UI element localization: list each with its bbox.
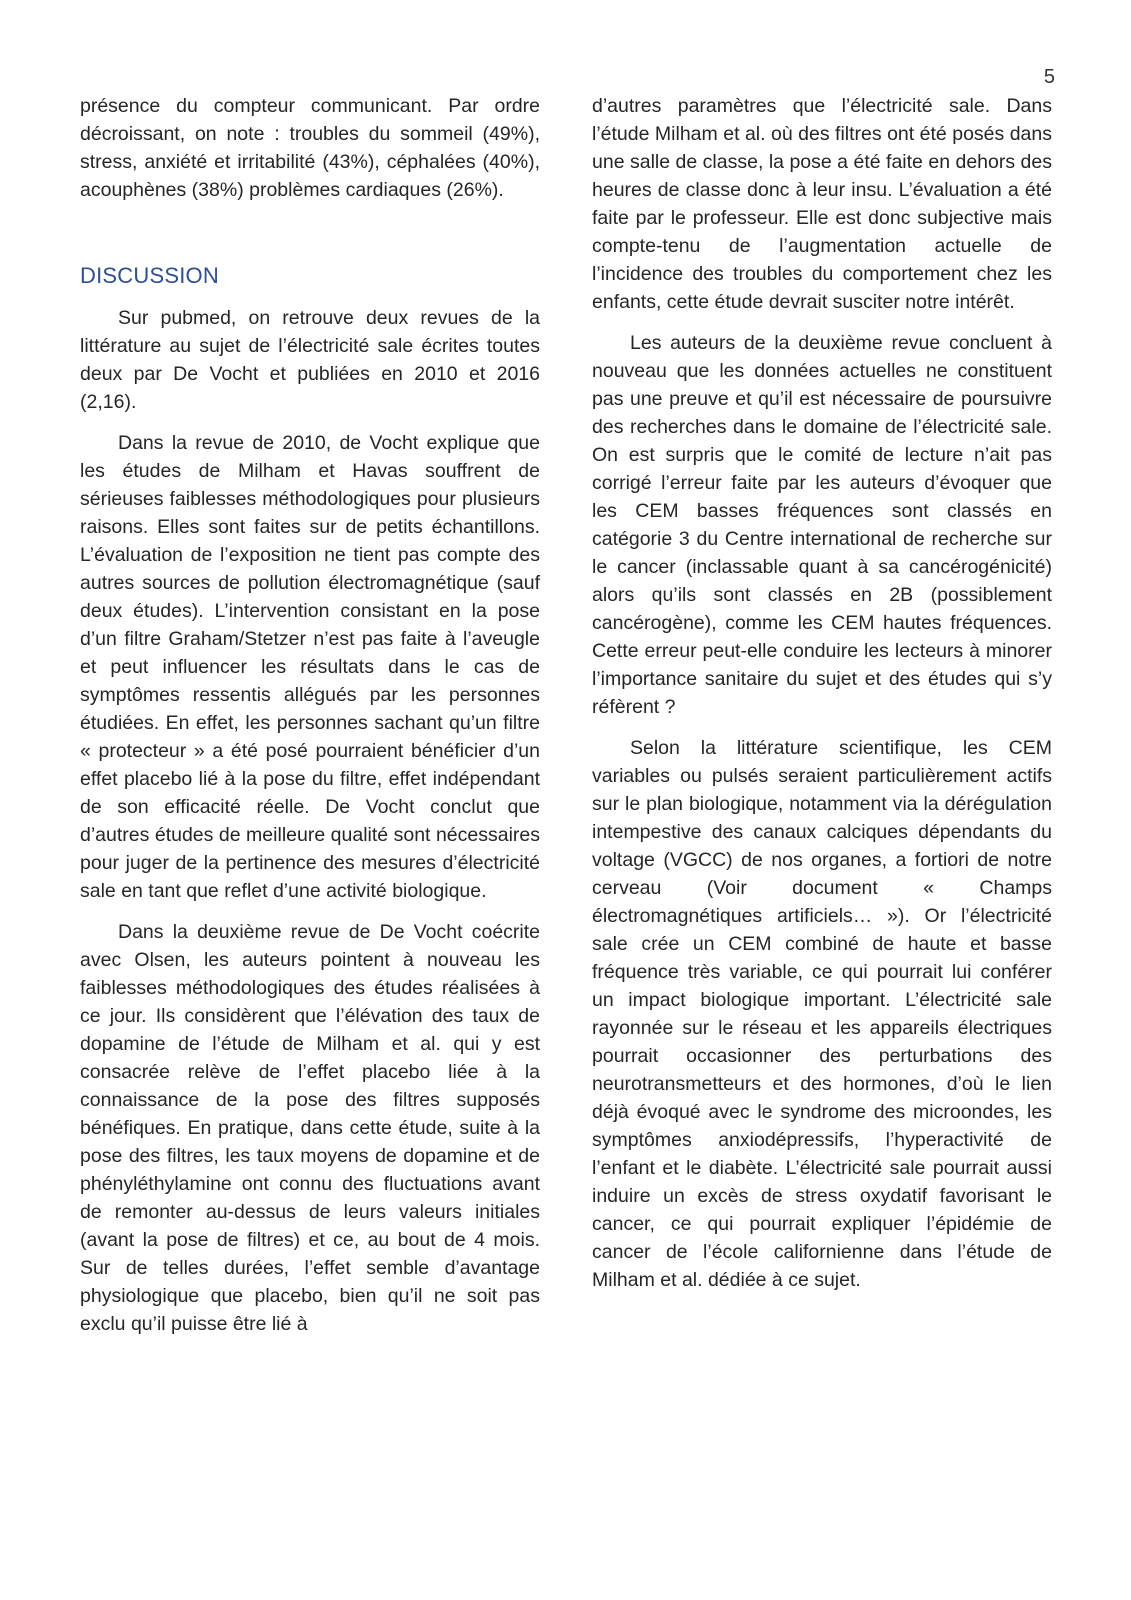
paragraph: Sur pubmed, on retrouve deux revues de la littérature au sujet de l’électricité sale écrites toutes deux par De Vocht et publiées en 2010 et 2016 (2,16). <box>80 307 540 413</box>
continued-paragraph: d’autres paramètres que l’électricité sale. Dans l’étude Milham et al. où des filtres ont été posés dans une salle de classe, la pose a été faite en dehors des heures de classe donc à leur insu. L’évaluation a été faite par le professeur. Elle est donc subjective mais compte-tenu de l’augmentation actuelle de l’incidence des troubles du comportement chez les enfants, cette étude devrait susciter notre intérêt. <box>592 95 1052 313</box>
page-number: 5 <box>1043 66 1055 88</box>
paragraph: Selon la littérature scientifique, les CEM variables ou pulsés seraient particulièrement actifs sur le plan biologique, notamment via la dérégulation intempestive des canaux calciques dépendants du voltage (VGCC) de nos organes, a fortiori de notre cerveau (Voir document « Champs électromagnétiques artificiels… »). Or l’électricité sale crée un CEM combiné de haute et basse fréquence très variable, ce qui pourrait lui conférer un impact biologique important. L’électricité sale rayonnée sur le réseau et les appareils électriques pourrait occasionner des perturbations des neurotransmetteurs et des hormones, d’où le lien déjà évoqué avec le syndrome des microondes, les symptômes anxiodépressifs, l’hyperactivité de l’enfant et le diabète. L’électricité sale pourrait aussi induire un excès de stress oxydatif favorisant le cancer, ce qui pourrait expliquer l’épidémie de cancer de l’école californienne dans l’étude de Milham et al. dédiée à ce sujet. <box>592 737 1052 1291</box>
left-column <box>80 92 540 1351</box>
paragraph: Dans la deuxième revue de De Vocht coécrite avec Olsen, les auteurs pointent à nouveau les faiblesses méthodologiques des études réalisées à ce jour. Ils considèrent que l’élévation des taux de dopamine de l’étude de Milham et al. qui y est consacrée relève de l’effet placebo liée à la connaissance de la pose des filtres supposés bénéfiques. En pratique, dans cette étude, suite à la pose des filtres, les taux moyens de dopamine et de phényléthylamine ont connu des fluctuations avant de remonter au-dessus de leurs valeurs initiales (avant la pose de filtres) et ce, au bout de 4 mois. Sur de telles durées, l’effet semble d’avantage physiologique que placebo, bien qu’il ne soit pas exclu qu’il puisse être lié à <box>80 921 540 1335</box>
section-heading-discussion: DISCUSSION <box>80 263 219 288</box>
paragraph: Les auteurs de la deuxième revue concluent à nouveau que les données actuelles ne constituent pas une preuve et qu’il est nécessaire de poursuivre des recherches dans le domaine de l’électricité sale. On est surpris que le comité de lecture n’ait pas corrigé l’erreur faite par les auteurs d’évoquer que les CEM basses fréquences sont classés en catégorie 3 du Centre international de recherche sur le cancer (inclassable quant à sa cancérogénicité) alors qu’ils sont classés en 2B (possiblement cancérogène), comme les CEM hautes fréquences. Cette erreur peut-elle conduire les lecteurs à minorer l’importance sanitaire du sujet et des études qui s’y réfèrent ? <box>592 332 1052 718</box>
intro-paragraph: présence du compteur communicant. Par ordre décroissant, on note : troubles du sommeil (49%), stress, anxiété et irritabilité (43%), céphalées (40%), acouphènes (38%) problèmes cardiaques (26%). <box>80 95 540 201</box>
paragraph: Dans la revue de 2010, de Vocht explique que les études de Milham et Havas souffrent de sérieuses faiblesses méthodologiques pour plusieurs raisons. Elles sont faites sur de petits échantillons. L’évaluation de l’exposition ne tient pas compte des autres sources de pollution électromagnétique (sauf deux études). L’intervention consistant en la pose d’un filtre Graham/Stetzer n’est pas faite à l’aveugle et peut influencer les résultats dans le cas de symptômes ressentis allégués par les personnes étudiées. En effet, les personnes sachant qu’un filtre « protecteur » a été posé pourraient bénéficier d’un effet placebo lié à la pose du filtre, effet indépendant de son efficacité réelle. De Vocht conclut que d’autres études de meilleure qualité sont nécessaires pour juger de la pertinence des mesures d’électricité sale en tant que reflet d’une activité biologique. <box>80 432 540 902</box>
right-column <box>592 92 1052 1307</box>
